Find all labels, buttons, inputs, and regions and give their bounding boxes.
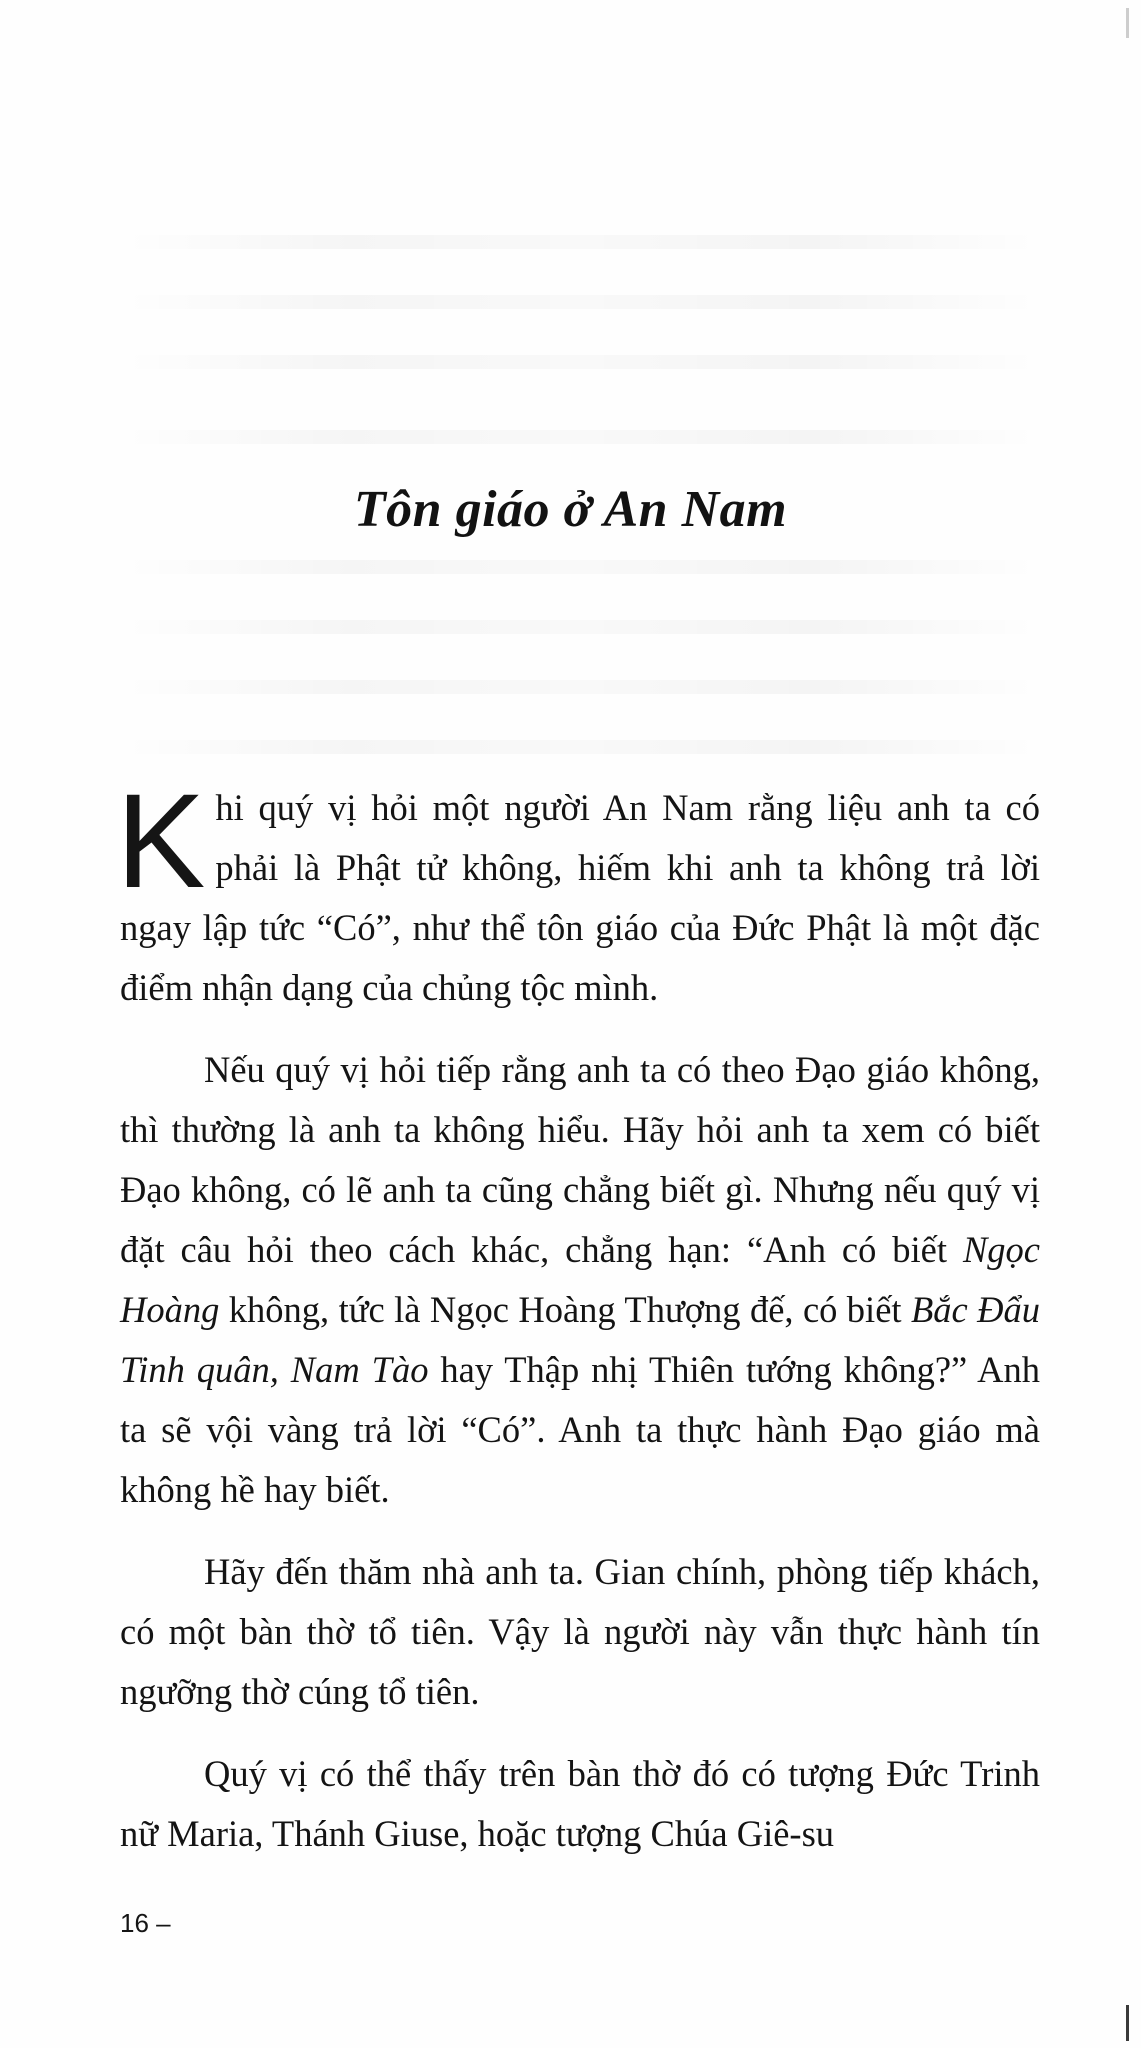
bleed-through-line: [120, 430, 1040, 444]
italic-term-bac-dau: Bắc Đẩu Tinh quân, Nam Tào: [120, 1289, 1040, 1390]
page-edge-mark: [1126, 2005, 1129, 2041]
page-edge-mark: [1126, 8, 1129, 38]
bleed-through-line: [120, 740, 1040, 754]
drop-cap: K: [116, 767, 206, 916]
paragraph-4: [120, 1744, 1040, 1864]
page-number: 16 –: [120, 1908, 171, 1938]
paragraph-1: [116, 767, 1040, 1018]
paragraph-2: [120, 1040, 1040, 1520]
paragraph-2-text-a: Nếu quý vị hỏi tiếp rằng anh ta có theo Đạo giáo không, thì thường là anh ta không hiểu. Hãy hỏi anh ta xem có biết Đạo không, có lẽ anh ta cũng chẳng biết gì. Nhưng nếu quý vị đặt câu hỏi theo cách khác, chẳng hạn: “Anh có biết: [120, 1049, 1040, 1270]
bleed-through-line: [120, 355, 1040, 369]
bleed-through-line: [120, 560, 1040, 574]
bleed-through-line: [120, 295, 1040, 309]
bleed-through-line: [120, 235, 1040, 249]
paragraph-3: [120, 1542, 1040, 1722]
chapter-title: Tôn giáo ở An Nam: [353, 481, 788, 538]
paragraph-1-text: hi quý vị hỏi một người An Nam rằng liệu anh ta có phải là Phật tử không, hiếm khi anh ta không trả lời ngay lập tức “Có”, như thể tôn giáo của Đức Phật là một đặc điểm nhận dạng của chủng tộc mình.: [120, 787, 1040, 1008]
bleed-through-line: [120, 680, 1040, 694]
paragraph-3-text: Hãy đến thăm nhà anh ta. Gian chính, phòng tiếp khách, có một bàn thờ tổ tiên. Vậy là người này vẫn thực hành tín ngưỡng thờ cúng tổ tiên.: [120, 1551, 1040, 1712]
paragraph-4-text: Quý vị có thể thấy trên bàn thờ đó có tượng Đức Trinh nữ Maria, Thánh Giuse, hoặc tượng Chúa Giê-su: [120, 1753, 1040, 1854]
bleed-through-line: [120, 620, 1040, 634]
paragraph-2-text-b: không, tức là Ngọc Hoàng Thượng đế, có biết: [219, 1289, 911, 1330]
italic-term-ngoc-hoang: Ngọc Hoàng: [120, 1229, 1040, 1330]
body-text: [116, 767, 1040, 1886]
paragraph-2-text-c: hay Thập nhị Thiên tướng không?” Anh ta sẽ vội vàng trả lời “Có”. Anh ta thực hành Đạo giáo mà không hề hay biết.: [120, 1349, 1040, 1510]
